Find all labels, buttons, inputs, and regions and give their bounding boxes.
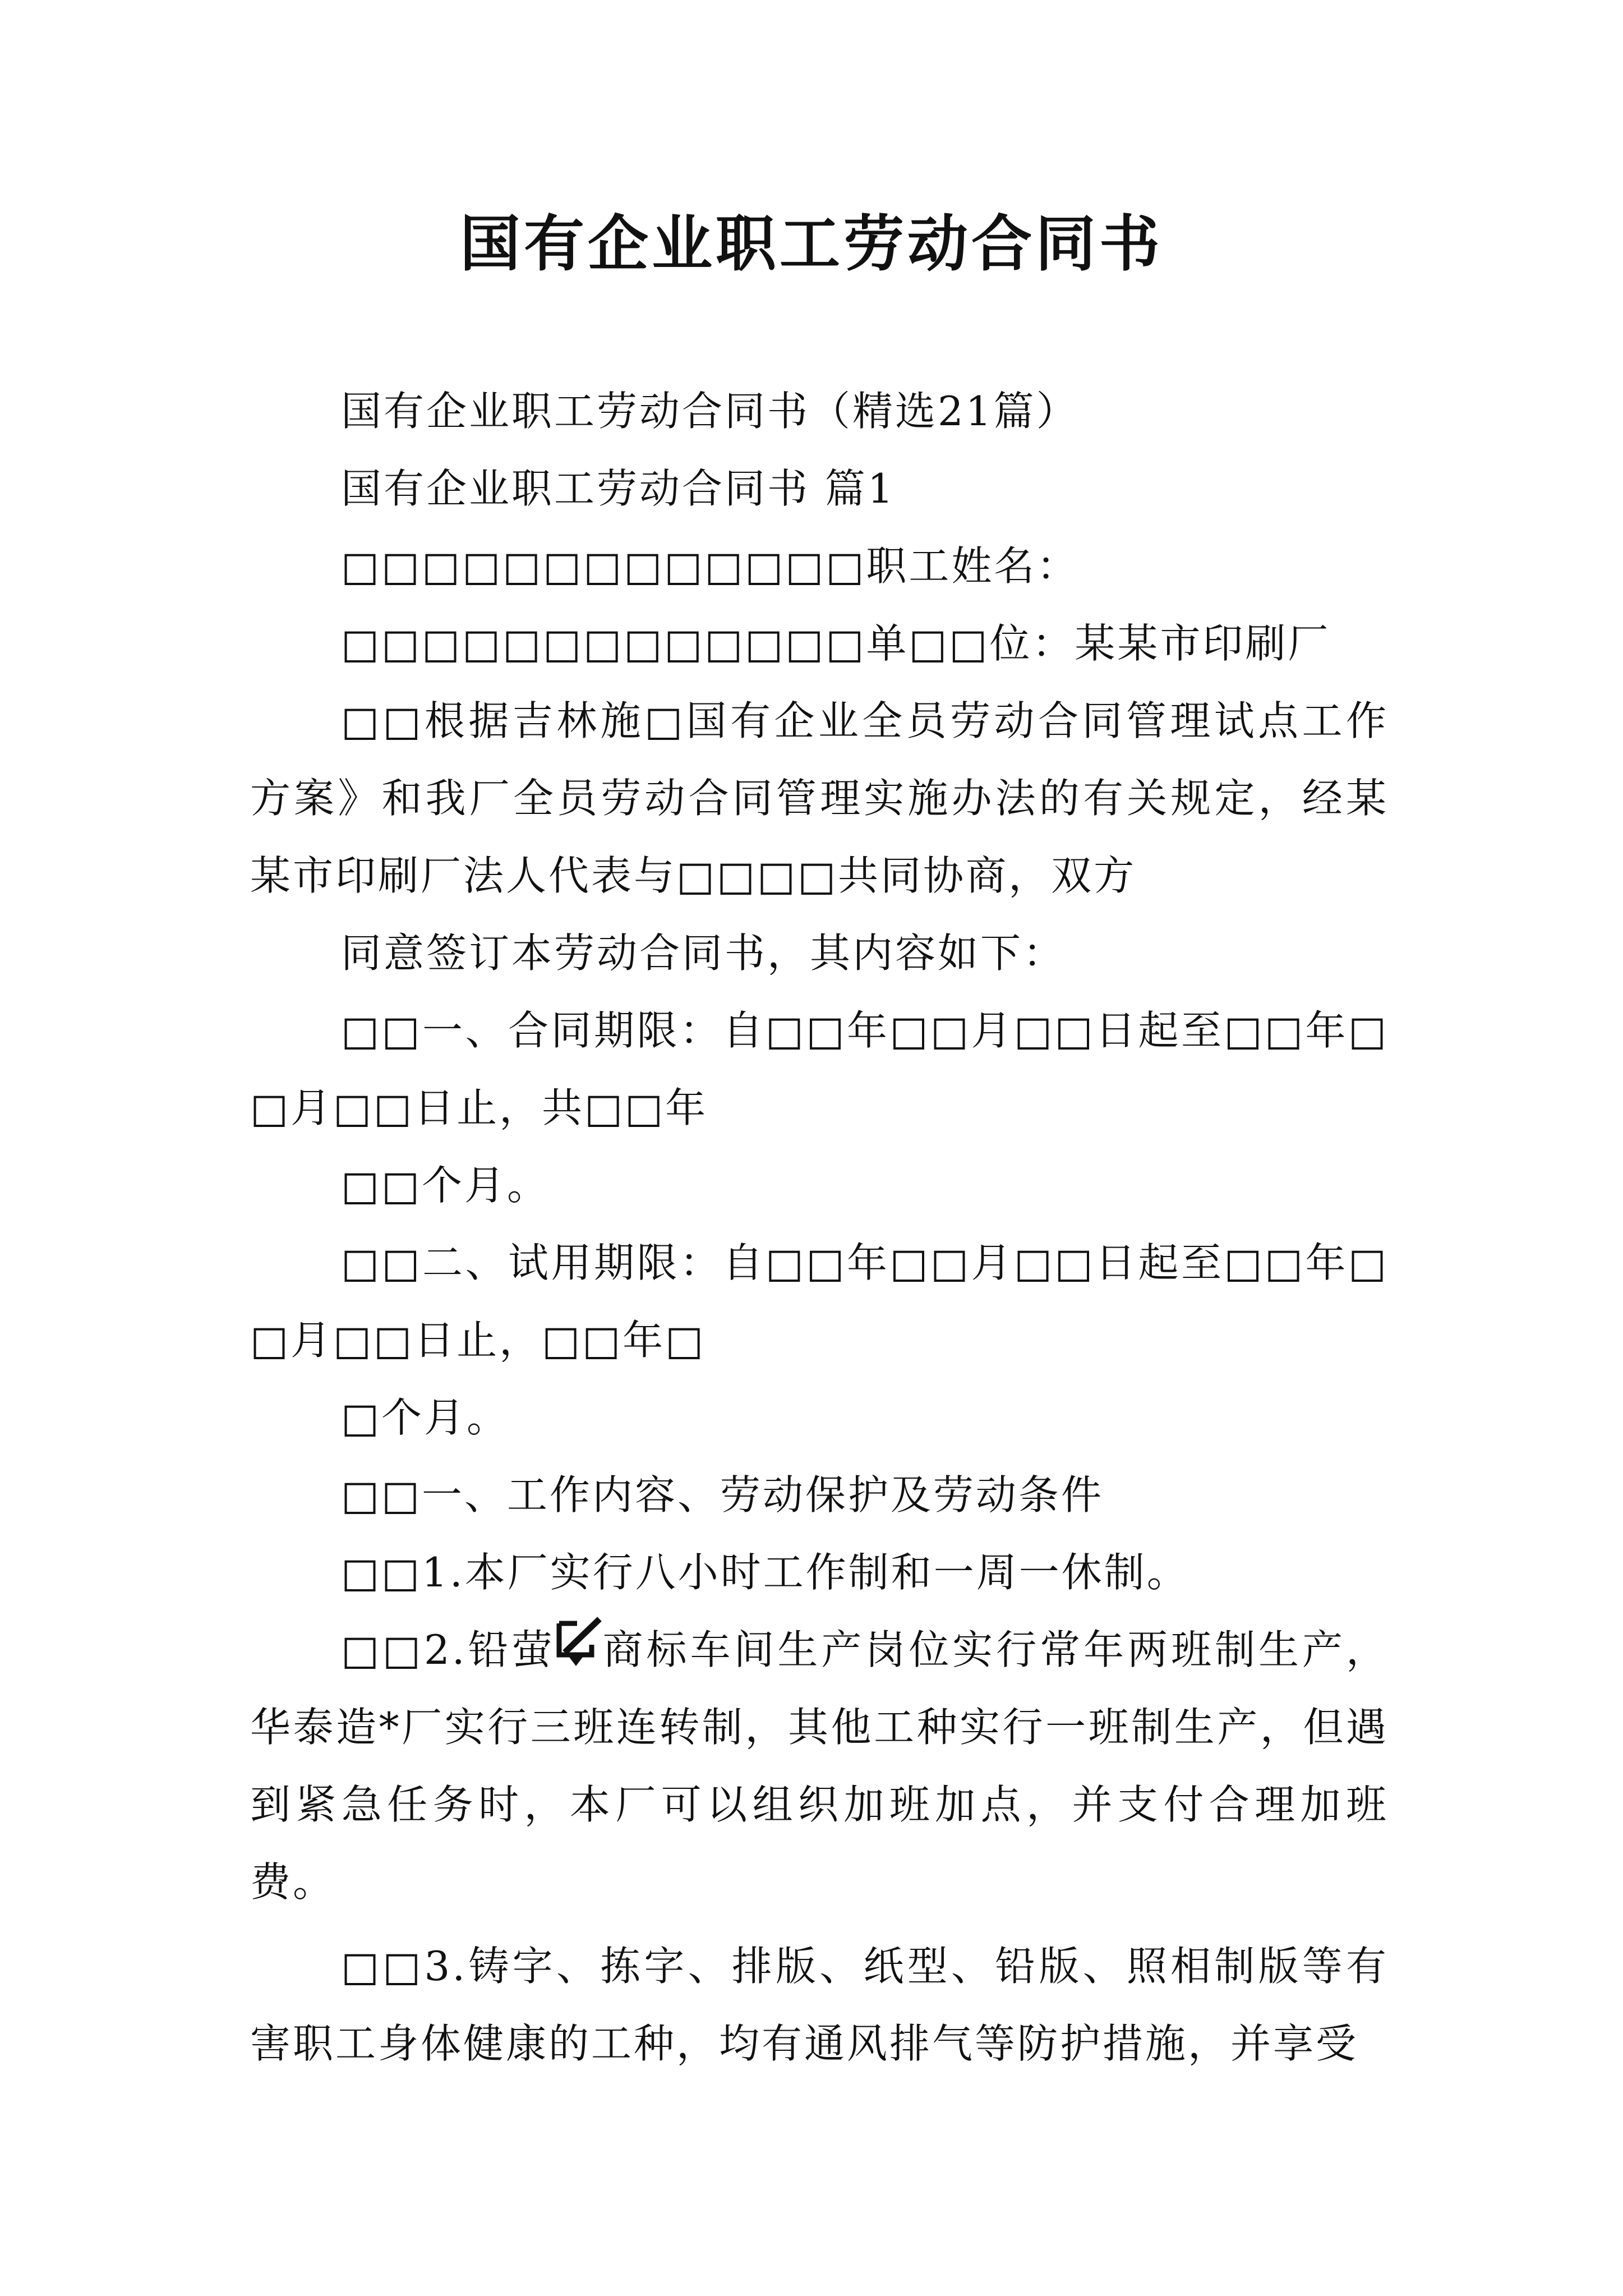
paragraph-subtitle: 国有企业职工劳动合同书（精选21篇） (341, 388, 1079, 435)
document-title: 国有企业职工劳动合同书 (459, 209, 1163, 279)
paragraph-contract-term-months: □□个月。 (341, 1162, 550, 1209)
paragraph-basis: □□根据吉林施□国有企业全员劳动合同管理试点工作方案》和我厂全员劳动合同管理实施办法的有关规定，经某某市印刷厂法人代表与□□□□共同协商，双方 (250, 697, 1389, 899)
paragraph-probation-term-months: □个月。 (341, 1394, 510, 1441)
paragraph-work-content-heading: □□一、工作内容、劳动保护及劳动条件 (341, 1471, 1104, 1519)
edit-mark-icon (552, 1616, 606, 1669)
paragraph-section-heading: 国有企业职工劳动合同书 篇1 (341, 465, 896, 512)
clause-2-start: □□2.铅萤 (341, 1626, 556, 1673)
paragraph-employee-name: □□□□□□□□□□□□□职工姓名： (341, 542, 1080, 590)
paragraph-contract-term: □□一、合同期限：自□□年□□月□□日起至□□年□□月□□日止，共□□年 (250, 1007, 1389, 1131)
paragraph-clause-1: □□1.本厂实行八小时工作制和一周一休制。 (341, 1549, 1189, 1596)
clause-2-end: 商标车间生产岗位实行常年两班制生产，华泰造*厂实行三班连转制，其他工种实行一班制生产，但遇到紧急任务时，本厂可以组织加班加点，并支付合理加班费。 (250, 1626, 1389, 1906)
paragraph-agreement: 同意签订本劳动合同书，其内容如下： (341, 930, 1066, 977)
paragraph-clause-2 (250, 1611, 1389, 1921)
paragraph-probation-term: □□二、试用期限：自□□年□□月□□日起至□□年□□月□□日止，□□年□ (250, 1239, 1389, 1364)
paragraph-employer-unit: □□□□□□□□□□□□□单□□位：某某市印刷厂 (341, 620, 1331, 667)
paragraph-clause-3: □□3.铸字、拣字、排版、纸型、铅版、照相制版等有害职工身体健康的工种，均有通风排气等防护措施，并享受 (250, 1943, 1389, 2067)
document-body (250, 372, 1389, 2082)
